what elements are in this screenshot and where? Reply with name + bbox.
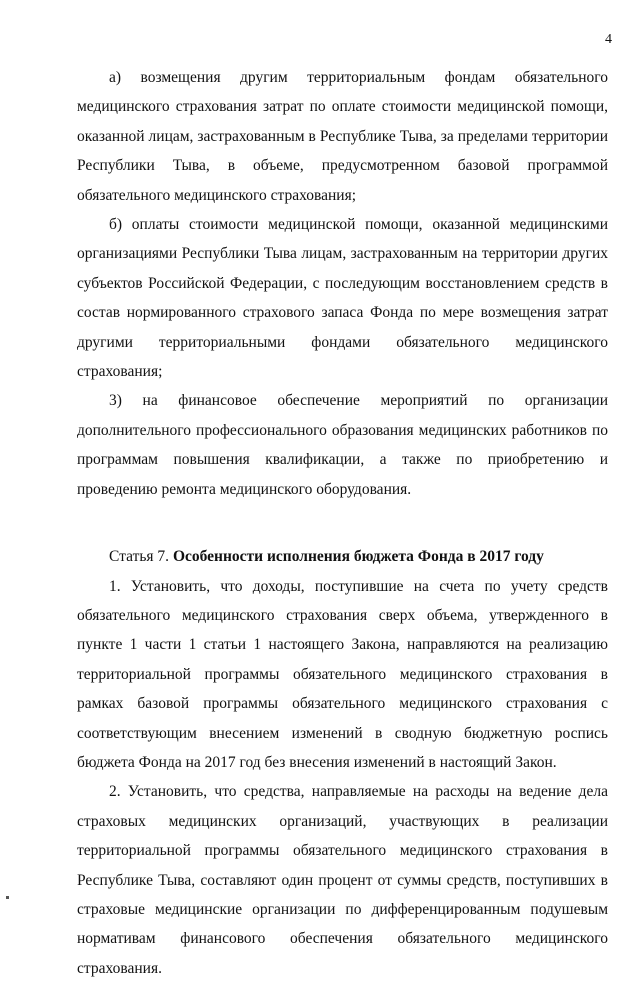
page-number: 4 <box>605 32 612 47</box>
paragraph-item-3: 3) на финансовое обеспечение мероприятий по организации дополнительного профессионального образования медицинских работников по программам повышения квалификации, а также по приобретению и проведению ремонта медицинского оборудования. <box>77 392 608 498</box>
scan-artifact-dot <box>6 896 9 899</box>
article-title: Особенности исполнения бюджета Фонда в 2017 году <box>172 548 544 566</box>
document-body <box>77 63 608 983</box>
paragraph-item-a: а) возмещения другим территориальным фондам обязательного медицинского страхования затрат по оплате стоимости медицинской помощи, оказанной лицам, застрахованным в Республике Тыва, за пределами территории Республики Тыва, в объеме, предусмотренном базовой программой обязательного медицинского страхования; <box>77 69 608 204</box>
article-paragraph-2: 2. Установить, что средства, направляемые на расходы на ведение дела страховых медицинских организаций, участвующих в реализации территориальной программы обязательного медицинского страхования в Республике Тыва, составляют один процент от суммы средств, поступивших в страховые медицинские организации по дифференцированным подушевым нормативам финансового обеспечения обязательного медицинского страхования. <box>77 783 608 977</box>
paragraph-item-b: б) оплаты стоимости медицинской помощи, оказанной медицинскими организациями Республики Тыва лицам, застрахованным на территории других субъектов Российской Федерации, с последующим восстановлением средств в состав нормированного страхового запаса Фонда по мере возмещения затрат другими территориальными фондами обязательного медицинского страхования; <box>77 216 608 381</box>
article-heading <box>77 542 608 571</box>
article-prefix: Статья 7. <box>109 548 170 566</box>
article-paragraph-1: 1. Установить, что доходы, поступившие на счета по учету средств обязательного медицинского страхования сверх объема, утвержденного в пункте 1 части 1 статьи 1 настоящего Закона, направляются на реализацию территориальной программы обязательного медицинского страхования в рамках базовой программы обязательного медицинского страхования с соответствующим внесением изменений в сводную бюджетную роспись бюджета Фонда на 2017 год без внесения изменений в настоящий Закон. <box>77 577 608 771</box>
